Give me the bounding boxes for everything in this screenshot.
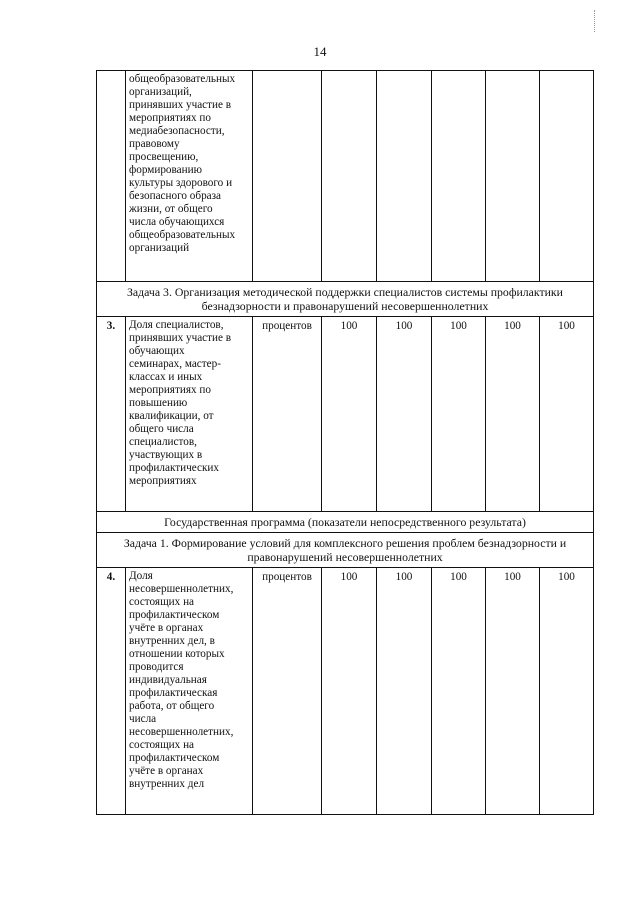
description-line: мероприятиях по bbox=[129, 384, 211, 396]
value-cell bbox=[322, 71, 377, 282]
unit-cell: процентов bbox=[253, 317, 322, 512]
description-line: формированию bbox=[129, 164, 202, 176]
value-cell: 100 bbox=[377, 317, 432, 512]
value-cell bbox=[377, 71, 432, 282]
description-line: проводится bbox=[129, 661, 184, 673]
description-line: семинарах, мастер- bbox=[129, 358, 221, 370]
description-line: состоящих на bbox=[129, 739, 195, 751]
value-cell: 100 bbox=[322, 568, 377, 815]
description-line: учёте в органах bbox=[129, 622, 204, 634]
indicator-description-cell bbox=[126, 317, 253, 512]
value-cell: 100 bbox=[432, 568, 486, 815]
description-line: специалистов, bbox=[129, 436, 197, 448]
description-line: просвещению, bbox=[129, 151, 199, 163]
description-line: медиабезопасности, bbox=[129, 125, 225, 137]
table-row bbox=[97, 317, 594, 512]
unit-cell bbox=[253, 71, 322, 282]
description-line: числа bbox=[129, 713, 157, 725]
scan-mark bbox=[594, 10, 597, 32]
description-line: внутренних дел, в bbox=[129, 635, 215, 647]
description-line: мероприятиях по bbox=[129, 112, 211, 124]
description-line: отношении которых bbox=[129, 648, 225, 660]
row-number-cell: 3. bbox=[97, 317, 126, 512]
row-number-cell: 4. bbox=[97, 568, 126, 815]
description-line: общеобразовательных bbox=[129, 73, 236, 85]
description-line: правовому bbox=[129, 138, 180, 150]
description-line: классах и иных bbox=[129, 371, 203, 383]
value-cell: 100 bbox=[322, 317, 377, 512]
row-number-cell bbox=[97, 71, 126, 282]
description-line: профилактическая bbox=[129, 687, 218, 699]
description-line: мероприятиях bbox=[129, 475, 197, 487]
description-line: общеобразовательных bbox=[129, 229, 236, 241]
value-cell: 100 bbox=[540, 317, 594, 512]
description-line: работа, от общего bbox=[129, 700, 215, 712]
section-heading-row bbox=[97, 512, 594, 533]
indicator-description-cell bbox=[126, 568, 253, 815]
table-row-continued bbox=[97, 71, 594, 282]
value-cell: 100 bbox=[432, 317, 486, 512]
value-cell: 100 bbox=[486, 317, 540, 512]
task-3-heading: Задача 3. Организация методической поддержки специалистов системы профилактики безнадзорности и правонарушений несовершеннолетних bbox=[97, 282, 594, 317]
value-cell: 100 bbox=[377, 568, 432, 815]
description-line: принявших участие в bbox=[129, 332, 232, 344]
description-line: учёте в органах bbox=[129, 765, 204, 777]
value-cell: 100 bbox=[540, 568, 594, 815]
description-line: Доля специалистов, bbox=[129, 319, 224, 331]
description-line: несовершеннолетних, bbox=[129, 583, 234, 595]
unit-cell: процентов bbox=[253, 568, 322, 815]
description-line: повышению bbox=[129, 397, 188, 409]
table-row bbox=[97, 568, 594, 815]
description-line: организаций bbox=[129, 242, 190, 254]
program-heading: Государственная программа (показатели непосредственного результата) bbox=[97, 512, 594, 533]
description-line: профилактическом bbox=[129, 752, 220, 764]
description-line: организаций, bbox=[129, 86, 192, 98]
description-line: культуры здорового и bbox=[129, 177, 233, 189]
indicators-table bbox=[96, 70, 594, 815]
task-1-heading: Задача 1. Формирование условий для комплексного решения проблем безнадзорности и правонарушений несовершеннолетних bbox=[97, 533, 594, 568]
value-cell: 100 bbox=[486, 568, 540, 815]
description-line: Доля bbox=[129, 570, 153, 582]
value-cell bbox=[432, 71, 486, 282]
description-line: принявших участие в bbox=[129, 99, 232, 111]
section-heading-row bbox=[97, 533, 594, 568]
section-heading-row bbox=[97, 282, 594, 317]
description-line: общего числа bbox=[129, 423, 194, 435]
description-line: профилактическом bbox=[129, 609, 220, 621]
page-number: 14 bbox=[313, 44, 327, 59]
indicator-description-cell bbox=[126, 71, 253, 282]
description-line: внутренних дел bbox=[129, 778, 205, 790]
description-line: жизни, от общего bbox=[129, 203, 213, 215]
description-line: участвующих в bbox=[129, 449, 203, 461]
description-line: индивидуальная bbox=[129, 674, 207, 686]
description-line: квалификации, от bbox=[129, 410, 214, 422]
description-line: профилактических bbox=[129, 462, 219, 474]
description-line: числа обучающихся bbox=[129, 216, 225, 228]
value-cell bbox=[540, 71, 594, 282]
description-line: обучающих bbox=[129, 345, 185, 357]
description-line: безопасного образа bbox=[129, 190, 222, 202]
value-cell bbox=[486, 71, 540, 282]
description-line: состоящих на bbox=[129, 596, 195, 608]
description-line: несовершеннолетних, bbox=[129, 726, 234, 738]
